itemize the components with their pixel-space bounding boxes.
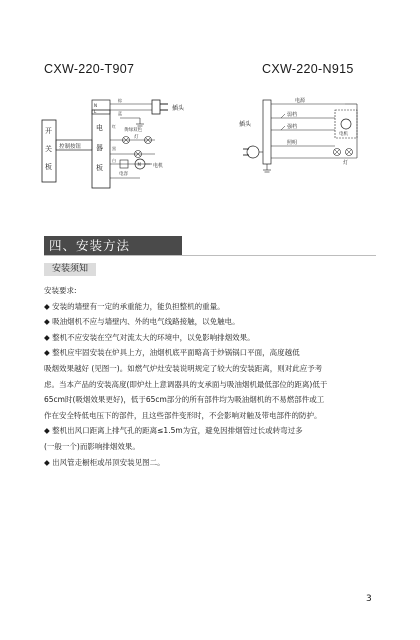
text-line: 作在安全特低电压下的部件，且这些部件变形时，不会影响对触及带电部件的防护。: [44, 410, 322, 420]
svg-text:黄绿双色: 黄绿双色: [124, 128, 142, 133]
svg-text:红: 红: [112, 124, 116, 129]
ground-icon: [136, 118, 144, 126]
svg-text:电机: 电机: [339, 132, 348, 137]
text-line: (一般一个)而影响排烟效果。: [44, 441, 140, 451]
svg-text:电容: 电容: [119, 172, 128, 177]
svg-text:黑: 黑: [112, 146, 116, 151]
svg-text:灯: 灯: [134, 135, 139, 140]
plug-label: 插头: [172, 105, 185, 112]
installation-requirements: [44, 283, 380, 470]
svg-text:灯: 灯: [343, 160, 349, 166]
svg-text:弱档: 弱档: [287, 112, 298, 118]
section-divider: [44, 255, 376, 256]
control-button-label: 控制按钮: [59, 144, 82, 150]
board-label-3: 板: [96, 164, 103, 172]
board-label-2: 器: [96, 144, 103, 152]
svg-text:棕: 棕: [118, 98, 122, 103]
text-line: ◆ 出风管走橱柜或吊顶安装见图二。: [44, 457, 165, 467]
switch-panel-label-3: 板: [45, 163, 52, 171]
section-subtitle: 安装须知: [44, 263, 96, 276]
text-line: ◆ 整机应牢固安装在炉具上方，油烟机底平面略高于炒锅锅口平面，高度越低: [44, 348, 300, 358]
text-line: ◆ 整机不应安装在空气对流太大的环境中，以免影响排烟效果。: [44, 332, 255, 342]
plug-icon-right: [243, 146, 259, 158]
text-line: 虑。当本产品的安装高度(即炉灶上意调器具的支承面与吸油烟机最低部位的距离)低于: [44, 379, 328, 389]
text-line: 安装要求:: [44, 286, 77, 295]
text-line: ◆ 整机出风口距离上排气孔的距离≤1.5m为宜，避免因排烟管过长或转弯过多: [44, 426, 303, 436]
model-title-right: CXW-220-N915: [262, 62, 354, 76]
svg-text:电源: 电源: [295, 98, 306, 104]
plug-icon: [152, 100, 168, 114]
svg-text:白: 白: [112, 158, 116, 163]
svg-text:蓝: 蓝: [118, 111, 122, 116]
terminal-l: L: [94, 109, 97, 114]
wiring-diagram-left: [40, 88, 205, 193]
svg-text:M: M: [137, 162, 141, 167]
text-line: ◆ 安装的墙壁有一定的承重能力，能负担整机的重量。: [44, 301, 225, 311]
lamp-icon-right-2: [346, 149, 353, 156]
text-line: 吸烟效果越好 (见图一)。如燃气炉灶安装说明规定了较大的安装距离，则对此应予考: [44, 363, 323, 373]
text-line: ◆ 吸油烟机不应与墙壁内、外的电气线路接触，以免触电。: [44, 317, 240, 327]
svg-text:强档: 强档: [287, 124, 298, 130]
switch-panel-label-1: 开: [45, 127, 52, 135]
text-line: 65cm时(吸烟效果更好)，低于65cm部分的所有部件均为吸油烟机的不易燃部件或工: [44, 395, 325, 405]
lamp-icon-right-1: [334, 149, 341, 156]
page-number: 3: [366, 594, 372, 604]
svg-text:照明: 照明: [287, 140, 298, 146]
motor-icon-right: [341, 119, 351, 129]
ground-icon-right: [263, 164, 271, 172]
board-label-1: 电: [96, 124, 103, 132]
model-title-left: CXW-220-T907: [44, 62, 135, 76]
svg-text:电机: 电机: [153, 163, 164, 169]
terminal-n: N: [94, 103, 97, 108]
plug-label-right: 插头: [239, 121, 252, 128]
wiring-diagram-right: [225, 92, 385, 182]
section-title: 四、安装方法: [44, 236, 182, 255]
switch-panel-label-2: 关: [45, 145, 52, 153]
